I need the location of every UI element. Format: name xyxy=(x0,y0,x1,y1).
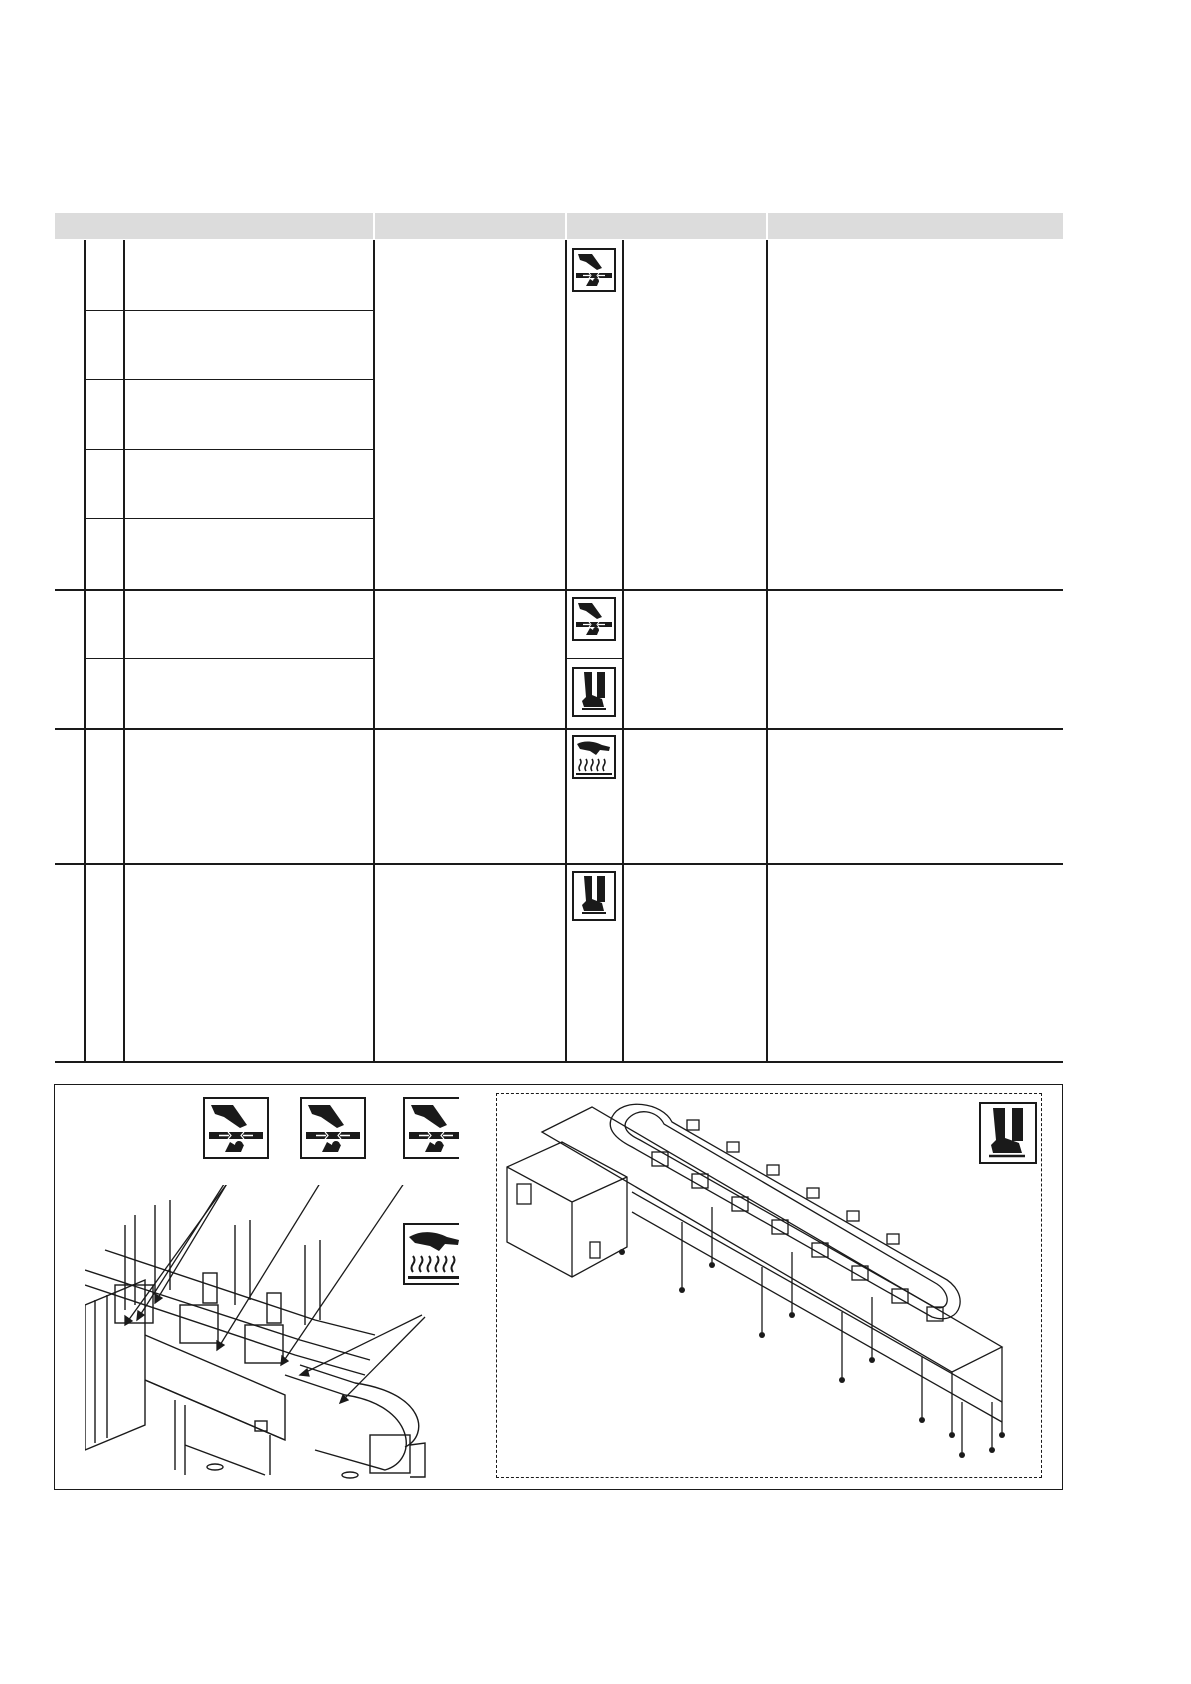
table-row-separator xyxy=(84,310,373,311)
conveyor-machine-drawing xyxy=(502,1102,1032,1472)
table-group-separator xyxy=(55,589,1063,591)
crushing-hands-icon xyxy=(403,1097,459,1159)
hot-surface-icon xyxy=(572,735,616,779)
table-group-separator xyxy=(55,1061,1063,1063)
header-cell-measures xyxy=(768,213,1063,239)
crushing-hands-icon xyxy=(300,1097,366,1159)
table-column-divider xyxy=(84,240,86,1062)
table-row-separator xyxy=(84,518,373,519)
crushing-hands-icon xyxy=(572,248,616,292)
foot-injury-icon xyxy=(572,667,616,717)
table-column-divider xyxy=(123,240,125,1062)
header-cell-phase xyxy=(375,213,565,239)
table-row-separator xyxy=(84,658,373,659)
conveyor-closeup-drawing xyxy=(85,1185,465,1485)
header-cell-hazard xyxy=(567,213,766,239)
table-header-row xyxy=(55,213,1063,239)
table-group-separator xyxy=(55,863,1063,865)
table-column-divider xyxy=(565,240,567,1062)
table-row-separator xyxy=(565,658,622,659)
foot-injury-icon xyxy=(572,871,616,921)
crushing-hands-icon xyxy=(203,1097,269,1159)
machine-overview-panel xyxy=(496,1093,1042,1478)
table-group-separator xyxy=(55,728,1063,730)
table-column-divider xyxy=(373,240,375,1062)
table-column-divider xyxy=(622,240,624,1062)
machine-illustration-figure xyxy=(54,1084,1063,1490)
table-row-separator xyxy=(84,449,373,450)
crushing-hands-icon xyxy=(572,597,616,641)
header-cell-location xyxy=(55,213,373,239)
table-column-divider xyxy=(766,240,768,1062)
table-row-separator xyxy=(84,379,373,380)
